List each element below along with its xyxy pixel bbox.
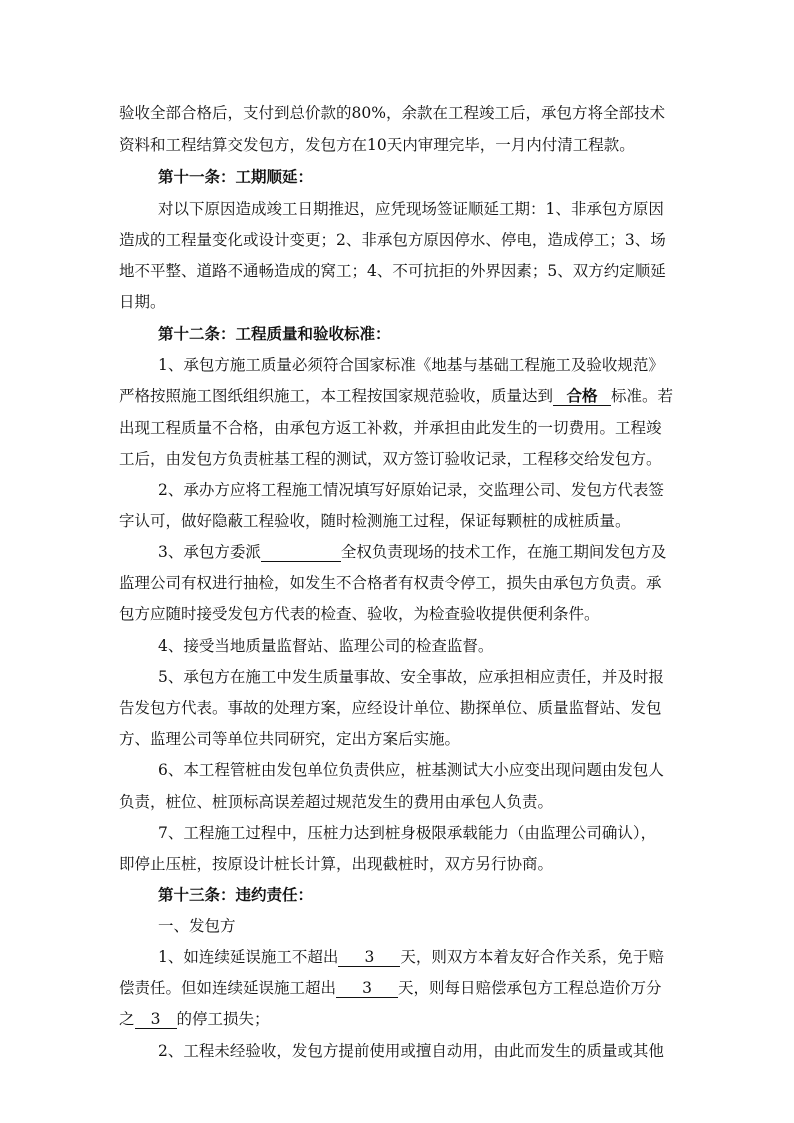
paragraph-line: 字认可，做好隐蔽工程验收，随时检测施工过程，保证每颗桩的成桩质量。 xyxy=(119,512,631,530)
paragraph-line xyxy=(119,978,794,998)
paragraph-line: 即停止压桩，按原设计桩长计算，出现截桩时，双方另行协商。 xyxy=(119,855,554,873)
paragraph-line: 资料和工程结算交发包方，发包方在10天内审理完毕，一月内付清工程款。 xyxy=(119,136,635,154)
paragraph-line: 包方应随时接受发包方代表的检查、验收，为检查验收提供便利条件。 xyxy=(119,605,600,623)
text-segment: 3、承包方委派 xyxy=(158,543,261,561)
days-fill: 3 xyxy=(338,948,400,967)
paragraph-line: 6、本工程管桩由发包单位负责供应，桩基测试大小应变出现问题由发包人 xyxy=(158,761,664,779)
paragraph-line xyxy=(119,386,794,406)
paragraph-line: 日期。 xyxy=(119,293,166,311)
paragraph-line: 2、工程未经验收，发包方提前使用或擅自动用，由此而发生的质量或其他 xyxy=(158,1042,664,1060)
text-segment: 全权负责现场的技术工作，在施工期间发包方及 xyxy=(340,543,667,561)
text-segment: 天，则双方本着友好合作关系，免于赔 xyxy=(400,948,664,966)
days-fill: 3 xyxy=(336,979,398,998)
section-heading-12: 第十二条：工程质量和验收标准： xyxy=(158,324,391,343)
paragraph-line xyxy=(119,1009,794,1029)
text-segment: 1、如连续延误施工不超出 xyxy=(158,948,339,966)
paragraph-line xyxy=(158,947,794,967)
paragraph-line: 7、工程施工过程中，压桩力达到桩身极限承载能力（由监理公司确认）， xyxy=(158,824,657,842)
paragraph-line: 监理公司有权进行抽检，如发生不合格者有权责令停工，损失由承包方负责。承 xyxy=(119,574,662,592)
section-heading-11: 第十一条：工期顺延： xyxy=(158,167,314,186)
text-segment: 的停工损失； xyxy=(176,1010,270,1028)
paragraph-line: 验收全部合格后，支付到总价款的80%，余款在工程竣工后，承包方将全部技术 xyxy=(119,104,665,122)
blank-fill xyxy=(261,543,341,562)
rate-fill: 3 xyxy=(135,1010,177,1029)
paragraph-line: 1、承包方施工质量必须符合国家标准《地基与基础工程施工及验收规范》 xyxy=(158,356,664,374)
paragraph-line: 方、监理公司等单位共同研究，定出方案后实施。 xyxy=(119,730,461,748)
text-segment: 标准。若 xyxy=(611,387,674,405)
paragraph-line: 对以下原因造成竣工日期推迟，应凭现场签证顺延工期：1、非承包方原因 xyxy=(158,200,664,218)
text-segment: 偿责任。但如连续延误施工超出 xyxy=(119,979,337,997)
paragraph-line: 5、承包方在施工中发生质量事故、安全事故，应承担相应责任，并及时报 xyxy=(158,668,664,686)
paragraph-line: 告发包方代表。事故的处理方案，应经设计单位、勘探单位、质量监督站、发包 xyxy=(119,699,662,717)
paragraph-line: 工后，由发包方负责桩基工程的测试，双方签订验收记录，工程移交给发包方。 xyxy=(119,450,662,468)
text-segment: 天，则每日赔偿承包方工程总造价万分 xyxy=(398,979,662,997)
paragraph-line: 造成的工程量变化或设计变更；2、非承包方原因停水、停电，造成停工；3、场 xyxy=(119,231,666,249)
paragraph-line xyxy=(158,542,794,562)
paragraph-line: 出现工程质量不合格，由承包方返工补救，并承担由此发生的一切费用。工程竣 xyxy=(119,419,662,437)
sub-heading: 一、发包方 xyxy=(158,917,236,935)
paragraph-line: 4、接受当地质量监督站、监理公司的检查监督。 xyxy=(158,637,494,655)
text-segment: 严格按照施工图纸组织施工，本工程按国家规范验收，质量达到 xyxy=(119,387,554,405)
section-heading-13: 第十三条：违约责任： xyxy=(158,885,314,904)
text-segment: 之 xyxy=(119,1010,135,1028)
paragraph-line: 2、承办方应将工程施工情况填写好原始记录，交监理公司、发包方代表签 xyxy=(158,481,664,499)
quality-grade-fill: 合格 xyxy=(553,387,611,406)
paragraph-line: 负责，桩位、桩顶标高误差超过规范发生的费用由承包人负责。 xyxy=(119,793,554,811)
paragraph-line: 地不平整、道路不通畅造成的窝工；4、不可抗拒的外界因素；5、双方约定顺延 xyxy=(119,262,666,280)
